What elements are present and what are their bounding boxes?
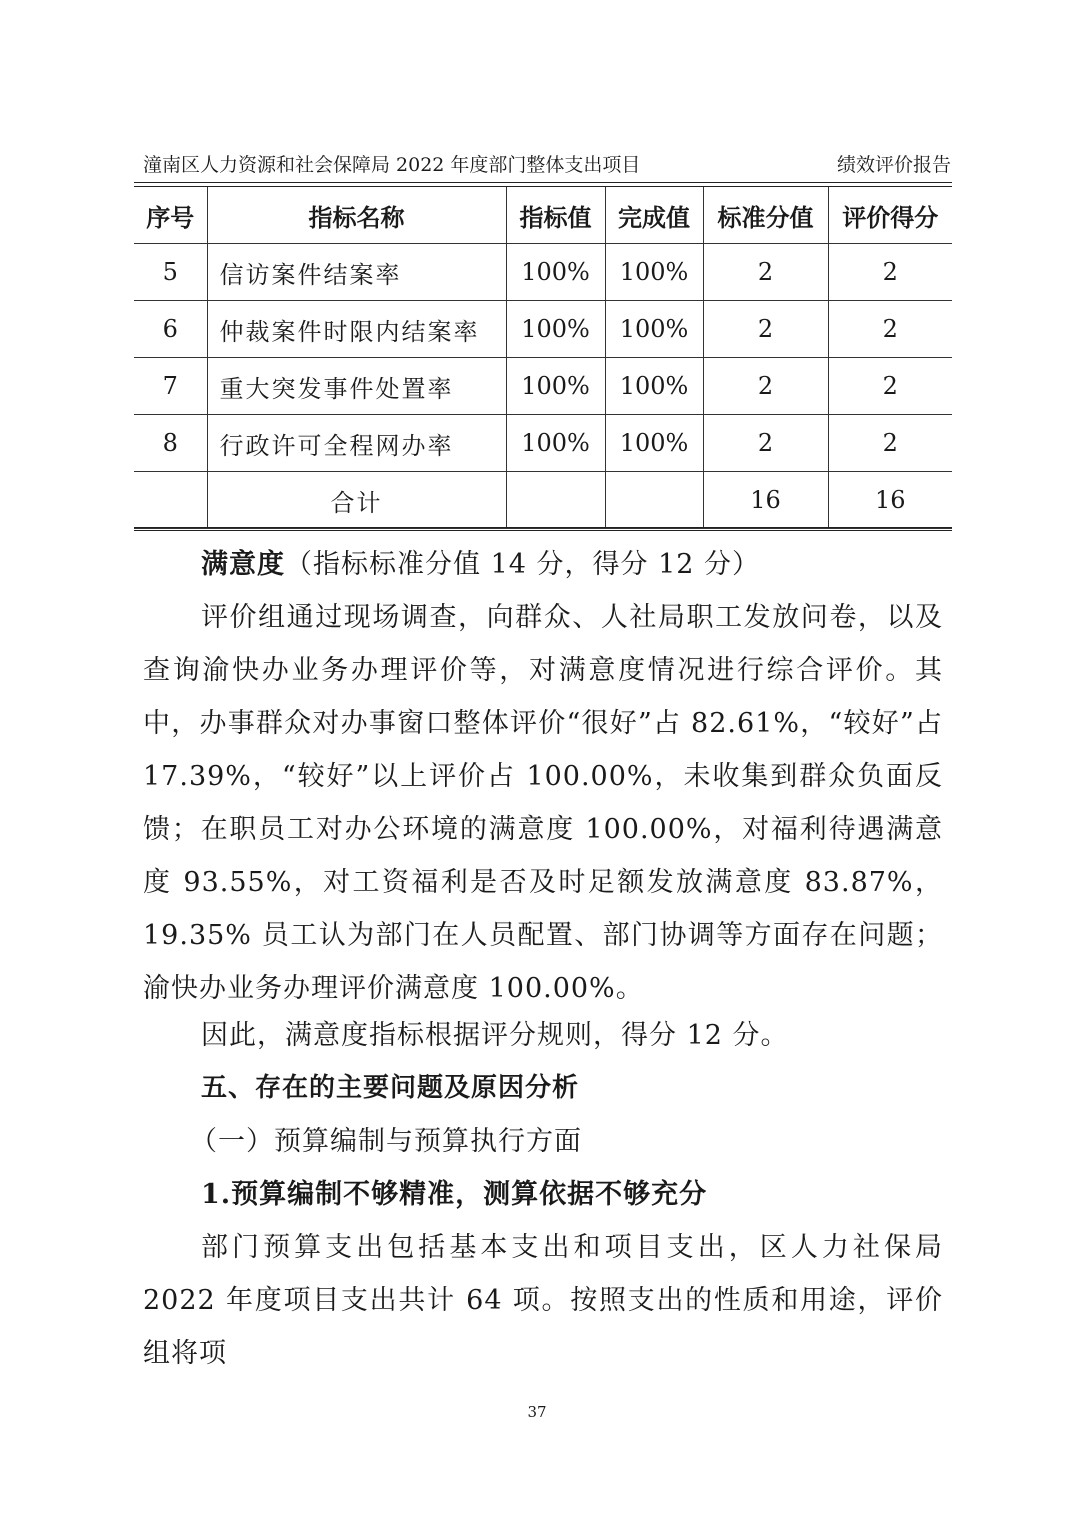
table-bottom-rule bbox=[134, 527, 952, 528]
cell-standard: 2 bbox=[703, 415, 828, 472]
satisfaction-heading bbox=[143, 538, 943, 591]
table-total-row bbox=[134, 472, 952, 529]
total-score: 16 bbox=[828, 472, 952, 529]
header-rule bbox=[134, 182, 952, 183]
cell-actual: 100% bbox=[605, 358, 703, 415]
cell-indicator-name: 仲裁案件时限内结案率 bbox=[207, 301, 506, 358]
satisfaction-paragraph: 评价组通过现场调查，向群众、人社局职工发放问卷，以及查询渝快办业务办理评价等，对满意度情况进行综合评价。其中，办事群众对办事窗口整体评价“很好”占 82.61%，“较好”占 17.39%，“较好”以上评价占 100.00%，未收集到群众负面反馈；在职员工对办公环境的满意度 100.00%，对福利待遇满意度 93.55%，对工资福利是否及时足额发放满意度 83.87%，19.35% 员工认为部门在人员配置、部门协调等方面存在问题；渝快办业务办理评价满意度 100.00%。 bbox=[143, 602, 943, 1004]
satisfaction-note: （指标标准分值 14 分，得分 12 分） bbox=[285, 549, 761, 580]
table-row bbox=[134, 301, 952, 358]
table-row bbox=[134, 244, 952, 301]
total-standard: 16 bbox=[703, 472, 828, 529]
cell-index: 5 bbox=[134, 244, 207, 301]
cell-indicator-name: 信访案件结案率 bbox=[207, 244, 506, 301]
satisfaction-title: 满意度 bbox=[201, 549, 285, 580]
cell-empty bbox=[605, 472, 703, 529]
table-header-row bbox=[134, 187, 952, 244]
column-header: 完成值 bbox=[605, 187, 703, 244]
cell-score: 2 bbox=[828, 415, 952, 472]
cell-standard: 2 bbox=[703, 301, 828, 358]
cell-actual: 100% bbox=[605, 244, 703, 301]
cell-standard: 2 bbox=[703, 358, 828, 415]
cell-target: 100% bbox=[506, 301, 605, 358]
cell-empty bbox=[506, 472, 605, 529]
table-row bbox=[134, 415, 952, 472]
cell-actual: 100% bbox=[605, 415, 703, 472]
cell-index: 8 bbox=[134, 415, 207, 472]
column-header: 评价得分 bbox=[828, 187, 952, 244]
budget-paragraph: 部门预算支出包括基本支出和项目支出，区人力社保局 2022 年度项目支出共计 64 项。按照支出的性质和用途，评价组将项 bbox=[143, 1232, 943, 1369]
header-title: 潼南区人力资源和社会保障局 2022 年度部门整体支出项目 bbox=[143, 154, 641, 176]
table-row bbox=[134, 358, 952, 415]
section-heading: 五、存在的主要问题及原因分析 bbox=[201, 1073, 580, 1103]
subsection-heading: （一）预算编制与预算执行方面 bbox=[190, 1126, 582, 1157]
cell-empty bbox=[134, 472, 207, 529]
cell-index: 7 bbox=[134, 358, 207, 415]
cell-standard: 2 bbox=[703, 244, 828, 301]
cell-target: 100% bbox=[506, 244, 605, 301]
page-header bbox=[143, 152, 951, 182]
cell-indicator-name: 行政许可全程网办率 bbox=[207, 415, 506, 472]
total-label: 合计 bbox=[207, 472, 506, 529]
cell-target: 100% bbox=[506, 415, 605, 472]
conclusion-paragraph: 因此，满意度指标根据评分规则，得分 12 分。 bbox=[201, 1020, 789, 1051]
cell-score: 2 bbox=[828, 244, 952, 301]
cell-index: 6 bbox=[134, 301, 207, 358]
column-header: 标准分值 bbox=[703, 187, 828, 244]
cell-actual: 100% bbox=[605, 301, 703, 358]
cell-score: 2 bbox=[828, 301, 952, 358]
header-report-type: 绩效评价报告 bbox=[836, 154, 951, 176]
column-header: 序号 bbox=[134, 187, 207, 244]
metrics-table bbox=[134, 187, 952, 529]
table-bottom-rule-thick bbox=[134, 530, 952, 531]
cell-indicator-name: 重大突发事件处置率 bbox=[207, 358, 506, 415]
column-header: 指标值 bbox=[506, 187, 605, 244]
page-number: 37 bbox=[527, 1403, 547, 1421]
cell-target: 100% bbox=[506, 358, 605, 415]
column-header: 指标名称 bbox=[207, 187, 506, 244]
item-heading: 1.预算编制不够精准，测算依据不够充分 bbox=[201, 1179, 708, 1210]
cell-score: 2 bbox=[828, 358, 952, 415]
